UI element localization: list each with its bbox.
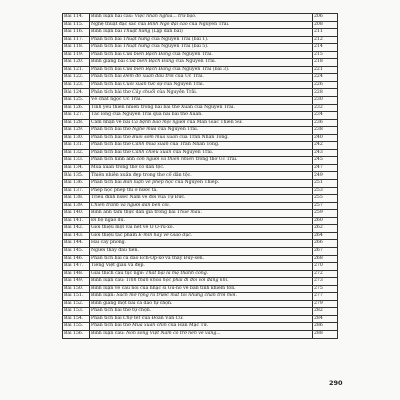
title-part: Giải thích câu tục ngữ:: [91, 270, 146, 276]
toc-row: [63, 157, 338, 165]
lesson-page: 236: [313, 119, 338, 127]
lesson-number: Bài 147.: [63, 263, 90, 271]
title-part: của Hàn Mặc Tử.: [166, 323, 208, 329]
lesson-title: [90, 29, 313, 37]
title-part: Bình luận về câu nói của nhạc sĩ Gu-nô về bản tính khiêm tốn.: [91, 285, 236, 291]
lesson-title: [90, 164, 313, 172]
title-part: Phân tích bài: [91, 180, 124, 186]
lesson-title: [90, 157, 313, 165]
lesson-title: [90, 195, 313, 203]
title-part: của Nguyễn Trãi (bài 3).: [170, 66, 230, 72]
toc-row: [63, 51, 338, 59]
lesson-page: 253: [313, 187, 338, 195]
lesson-title: [90, 14, 313, 22]
title-italic-part: Cá bệnh báo mọi người: [131, 119, 186, 125]
lesson-title: [90, 263, 313, 271]
title-part: Phân tích bài: [91, 36, 124, 42]
lesson-title: [90, 59, 313, 67]
lesson-page: 286: [313, 323, 338, 331]
lesson-page: 262: [313, 225, 338, 233]
lesson-page: 228: [313, 89, 338, 97]
toc-row: [63, 21, 338, 29]
lesson-title: [90, 187, 313, 195]
title-part: .: [190, 232, 193, 238]
lesson-number: Bài 135.: [63, 172, 90, 180]
lesson-page: 259: [313, 210, 338, 218]
title-part: của Nguyễn Trãi.: [174, 59, 217, 65]
lesson-title: [90, 104, 313, 112]
toc-row: [63, 330, 338, 338]
lesson-page: 215: [313, 51, 338, 59]
title-part: của Nguyễn Thiếp.: [173, 180, 220, 186]
lesson-page: 272: [313, 270, 338, 278]
lesson-page: 212: [313, 36, 338, 44]
lesson-title: [90, 210, 313, 218]
title-italic-part: Cửa biển Bạch Đằng: [123, 66, 171, 72]
lesson-title: [90, 172, 313, 180]
lesson-page: 260: [313, 217, 338, 225]
title-part: Triều đình nước Nam về đời vua Tự Đức.: [91, 195, 186, 201]
lesson-title: [90, 330, 313, 338]
title-italic-part: Ê-min hay về Giáo dục: [138, 232, 191, 238]
toc-row: [63, 142, 338, 150]
title-italic-part: Bàn luận về phép học: [123, 180, 174, 186]
lesson-title: [90, 270, 313, 278]
lesson-title: [90, 112, 313, 120]
lesson-number: Bài 130.: [63, 134, 90, 142]
title-part: của Mãn Giác Thiền Sư.: [185, 119, 243, 125]
lesson-page: 226: [313, 81, 338, 89]
title-part: Bình luận bài: [91, 29, 124, 35]
toc-row: [63, 255, 338, 263]
title-italic-part: Chợ tết: [123, 315, 141, 321]
lesson-number: Bài 115.: [63, 21, 90, 29]
title-part: Người thầy đầu tiên.: [91, 248, 139, 254]
title-part: Phân tích bài: [91, 315, 124, 321]
lesson-number: Bài 120.: [63, 59, 90, 67]
lesson-page: 249: [313, 172, 338, 180]
title-part: của Nguyễn Trãi.: [162, 81, 205, 87]
lesson-number: Bài 140.: [63, 210, 90, 218]
toc-row: [63, 300, 338, 308]
lesson-title: [90, 180, 313, 188]
lesson-number: Bài 155.: [63, 323, 90, 331]
toc-row: [63, 308, 338, 316]
title-italic-part: Cây chuối: [132, 89, 156, 95]
lesson-page: 224: [313, 74, 338, 82]
toc-row: [63, 119, 338, 127]
title-italic-part: Mùa xuân chín: [132, 323, 167, 329]
title-part: Giới thiệu một vài nét về Ô Ô-ru-xô.: [91, 225, 174, 231]
lesson-page: 277: [313, 293, 338, 301]
title-italic-part: Thuật hứng: [123, 36, 150, 42]
lesson-number: Bài 121.: [63, 66, 90, 74]
lesson-page: 270: [313, 263, 338, 271]
toc-row: [63, 195, 338, 203]
toc-body: [63, 14, 338, 339]
lesson-page: 240: [313, 134, 338, 142]
toc-row: [63, 172, 338, 180]
title-part: (Lập dàn bài): [150, 29, 183, 35]
title-part: Phân tích bài: [91, 74, 124, 80]
toc-row: [63, 293, 338, 301]
title-italic-part: Non sông Việt Nam có trở nên vẻ vang...: [126, 331, 221, 337]
toc-row: [63, 202, 338, 210]
lesson-number: Bài 127.: [63, 112, 90, 120]
toc-row: [63, 104, 338, 112]
lesson-page: 242: [313, 142, 338, 150]
lesson-page: 279: [313, 300, 338, 308]
lesson-number: Bài 148.: [63, 270, 90, 278]
title-part: .: [200, 210, 202, 216]
title-part: Bình luận:: [91, 293, 117, 299]
lesson-page: 264: [313, 232, 338, 240]
lesson-page: 266: [313, 240, 338, 248]
title-italic-part: Cửa biển Bạch Đằng: [126, 59, 175, 65]
lesson-number: Bài 124.: [63, 89, 90, 97]
lesson-number: Bài 138.: [63, 195, 90, 203]
toc-row: [63, 247, 338, 255]
lesson-title: [90, 232, 313, 240]
toc-row: [63, 59, 338, 67]
lesson-title: [90, 300, 313, 308]
title-italic-part: Sách mở rộng ra trước mắt tôi những chân trời mới: [116, 293, 236, 299]
title-italic-part: Cửa biển Bạch Đằng: [123, 51, 171, 57]
lesson-number: Bài 154.: [63, 315, 90, 323]
toc-row: [63, 285, 338, 293]
title-italic-part: Chiến tranh và người dân bên cõi: [91, 202, 169, 208]
title-part: Bình luận câu:: [91, 278, 127, 284]
lesson-page: 232: [313, 104, 338, 112]
lesson-page: 234: [313, 112, 338, 120]
lesson-page: 288: [313, 330, 338, 338]
title-italic-part: Buổi sớm mùa xuân: [132, 134, 178, 140]
lesson-number: Bài 126.: [63, 104, 90, 112]
toc-row: [63, 278, 338, 286]
lesson-title: [90, 217, 313, 225]
lesson-number: Bài 149.: [63, 278, 90, 286]
lesson-title: [90, 97, 313, 105]
lesson-number: Bài 114.: [63, 14, 90, 22]
lesson-page: 255: [313, 195, 338, 203]
lesson-number: Bài 150.: [63, 285, 90, 293]
title-italic-part: Cuối xuân tức sự: [123, 81, 163, 87]
lesson-number: Bài 118.: [63, 44, 90, 52]
page-number: 290: [329, 379, 343, 387]
title-part: Bình ảnh tấm thực dân giả trong bài: [91, 210, 178, 216]
toc-row: [63, 97, 338, 105]
lesson-page: 243: [313, 149, 338, 157]
lesson-title: [90, 308, 313, 316]
lesson-number: Bài 125.: [63, 97, 90, 105]
title-part: Phép học phép thi ở nước ta.: [91, 187, 158, 193]
toc-row: [63, 112, 338, 120]
title-italic-part: Nghe mưa: [132, 127, 157, 133]
title-part: Phân tích bài thơ tự chọn.: [91, 308, 152, 314]
lesson-number: Bài 117.: [63, 36, 90, 44]
title-italic-part: Cảnh chiều xuân: [132, 149, 172, 155]
lesson-title: [90, 149, 313, 157]
title-part: Phân tích hình ảnh: [91, 157, 137, 163]
title-part: Thiên nhiên xuân đẹp trong thơ cổ dân tộc.: [91, 172, 192, 178]
title-part: Mùa xuân trong thơ cổ dân tộc.: [91, 165, 165, 170]
toc-row: [63, 149, 338, 157]
title-italic-part: Thất bại là mẹ thành công: [145, 270, 207, 276]
title-part: Bình luận câu:: [91, 331, 127, 337]
lesson-number: Bài 119.: [63, 51, 90, 59]
lesson-page: 275: [313, 285, 338, 293]
title-part: Hai cây phong.: [91, 240, 127, 246]
lesson-title: [90, 134, 313, 142]
toc-row: [63, 323, 338, 331]
title-italic-part: con người và thiên nhiên: [136, 157, 195, 163]
lesson-page: 257: [313, 202, 338, 210]
lesson-title: [90, 323, 313, 331]
title-part: của Nguyễn Trãi.: [171, 149, 214, 155]
lesson-title: [90, 74, 313, 82]
title-italic-part: Tinh thần khoa học phải đi đôi với đảng khí: [126, 278, 228, 284]
lesson-title: [90, 240, 313, 248]
lesson-title: [90, 142, 313, 150]
lesson-title: [90, 285, 313, 293]
toc-row: [63, 29, 338, 37]
toc-row: [63, 127, 338, 135]
title-part: Phân tích bài thơ: [91, 134, 133, 140]
lesson-number: Bài 153.: [63, 308, 90, 316]
title-part: của Nguyễn Trãi.: [187, 21, 230, 27]
title-part: của Nguyễn Trãi (bài 1).: [149, 36, 209, 42]
lesson-title: [90, 21, 313, 29]
lesson-number: Bài 122.: [63, 74, 90, 82]
lesson-page: 218: [313, 59, 338, 67]
lesson-title: [90, 255, 313, 263]
lesson-title: [90, 225, 313, 233]
lesson-number: Bài 116.: [63, 29, 90, 37]
lesson-number: Bài 139.: [63, 202, 90, 210]
title-part: Cảm nhận về bài: [91, 119, 132, 125]
lesson-number: Bài 143.: [63, 232, 90, 240]
title-part: của Đoàn Văn Cừ.: [140, 315, 184, 321]
toc-row: [63, 187, 338, 195]
lesson-number: Bài 146.: [63, 255, 90, 263]
title-part: của Nguyễn Trãi (bài 5).: [149, 44, 209, 50]
title-part: của Trần Nhân Tông.: [168, 142, 220, 148]
lesson-page: 282: [313, 308, 338, 316]
title-part: Tiếng Việt giàu và đẹp.: [91, 263, 145, 269]
title-part: Phân tích bài thơ: [91, 89, 133, 95]
lesson-title: [90, 81, 313, 89]
lesson-number: Bài 145.: [63, 247, 90, 255]
toc-row: [63, 36, 338, 44]
title-part: Phân tích bài ca dao Ếch-Ốp-xơ và thầy Đuy-sen.: [91, 255, 205, 261]
lesson-title: [90, 278, 313, 286]
toc-row: [63, 210, 338, 218]
lesson-title: [90, 247, 313, 255]
title-part: .: [206, 270, 209, 276]
toc-row: [63, 164, 338, 172]
lesson-page: 211: [313, 29, 338, 37]
toc-row: [63, 44, 338, 52]
lesson-number: Bài 137.: [63, 187, 90, 195]
lesson-page: 214: [313, 44, 338, 52]
lesson-page: 268: [313, 255, 338, 263]
title-part: Nghệ thuật đặc sắc của: [91, 21, 148, 27]
title-part: Giới thiệu tác phẩm: [91, 232, 139, 238]
title-italic-part: Thuật hứng: [123, 44, 150, 50]
lesson-title: [90, 293, 313, 301]
lesson-number: Bài 128.: [63, 119, 90, 127]
lesson-page: 221: [313, 66, 338, 74]
toc-row: [63, 217, 338, 225]
lesson-number: Bài 132.: [63, 149, 90, 157]
toc-row: [63, 180, 338, 188]
toc-row: [63, 225, 338, 233]
lesson-number: Bài 144.: [63, 240, 90, 248]
lesson-number: Bài 133.: [63, 157, 90, 165]
lesson-number: Bài 152.: [63, 300, 90, 308]
lesson-number: Bài 142.: [63, 225, 90, 233]
lesson-page: 284: [313, 315, 338, 323]
title-part: Phân tích bài: [91, 51, 124, 57]
toc-row: [63, 66, 338, 74]
lesson-number: Bài 134.: [63, 164, 90, 172]
lesson-number: Bài 131.: [63, 142, 90, 150]
lesson-title: [90, 119, 313, 127]
title-italic-part: Thuế máu: [177, 210, 201, 216]
lesson-title: [90, 89, 313, 97]
title-part: Bình giảng bài: [91, 59, 127, 65]
title-italic-part: Đêm đỗ xuân đầu trời: [123, 74, 174, 80]
lesson-page: 251: [313, 180, 338, 188]
title-part: Phân tích bài thơ: [91, 127, 133, 133]
lesson-page: 230: [313, 97, 338, 105]
lesson-title: [90, 66, 313, 74]
title-part: Bình luận hai câu:: [91, 14, 135, 20]
lesson-number: Bài 156.: [63, 330, 90, 338]
lesson-title: [90, 202, 313, 210]
title-part: Bình giảng một bài ca dao tự chọn.: [91, 300, 173, 306]
lesson-number: Bài 151.: [63, 293, 90, 301]
title-part: Phân tích bài thơ: [91, 323, 133, 329]
title-part: Phân tích bài: [91, 66, 124, 72]
toc-row: [63, 134, 338, 142]
toc-row: [63, 81, 338, 89]
title-part: .: [235, 293, 237, 299]
title-part: Tấc lòng của Nguyễn Trãi qua hai bài thơ Xuân.: [91, 112, 203, 118]
lesson-title: [90, 36, 313, 44]
title-part: Phân tích bài: [91, 81, 124, 87]
lesson-page: 208: [313, 21, 338, 29]
title-part: của Trần Nhân Tông.: [177, 134, 229, 140]
table-of-contents: [62, 13, 338, 339]
lesson-title: [90, 44, 313, 52]
lesson-number: Bài 129.: [63, 127, 90, 135]
toc-row: [63, 14, 338, 22]
lesson-title: [90, 51, 313, 59]
title-part: của Ức Trai.: [173, 74, 204, 80]
title-part: Phân tích bài: [91, 44, 124, 50]
lesson-title: [90, 315, 313, 323]
title-italic-part: Việc nhân nghĩa... trừ bạo.: [134, 14, 197, 20]
lesson-page: 245: [313, 157, 338, 165]
title-italic-part: Bình Ngô đại cáo: [147, 21, 188, 27]
title-part: Phân tích bài thơ: [91, 142, 133, 148]
title-part: Tình yêu thiên nhiên trong hai bài thơ Xuân của Nguyễn Trãi.: [91, 104, 235, 110]
title-part: của Nguyễn Trãi.: [155, 89, 198, 95]
title-italic-part: Thuật hứng: [123, 29, 151, 35]
lesson-number: Bài 136.: [63, 180, 90, 188]
toc-row: [63, 74, 338, 82]
toc-row: [63, 315, 338, 323]
title-part: .: [227, 278, 229, 284]
lesson-page: 273: [313, 278, 338, 286]
toc-row: [63, 232, 338, 240]
lesson-title: [90, 127, 313, 135]
lesson-number: Bài 123.: [63, 81, 90, 89]
toc-row: [63, 263, 338, 271]
title-part: trong thơ Ức Trai.: [194, 157, 238, 163]
toc-row: [63, 240, 338, 248]
toc-row: [63, 270, 338, 278]
title-part: của Nguyễn Trãi.: [156, 127, 199, 133]
title-italic-part: Cảnh mùa xuân: [132, 142, 169, 148]
title-part: Đi bộ ngao du.: [91, 217, 126, 223]
lesson-page: 238: [313, 127, 338, 135]
lesson-number: Bài 141.: [63, 217, 90, 225]
toc-row: [63, 89, 338, 97]
title-part: .: [168, 202, 171, 208]
title-part: Về chất ngọc Ức Trai.: [91, 97, 142, 103]
lesson-page: 267: [313, 247, 338, 255]
lesson-page: 247: [313, 164, 338, 172]
title-part: của Nguyễn Trãi.: [170, 51, 213, 57]
lesson-page: 206: [313, 14, 338, 22]
title-part: Phân tích bài thơ: [91, 149, 133, 155]
